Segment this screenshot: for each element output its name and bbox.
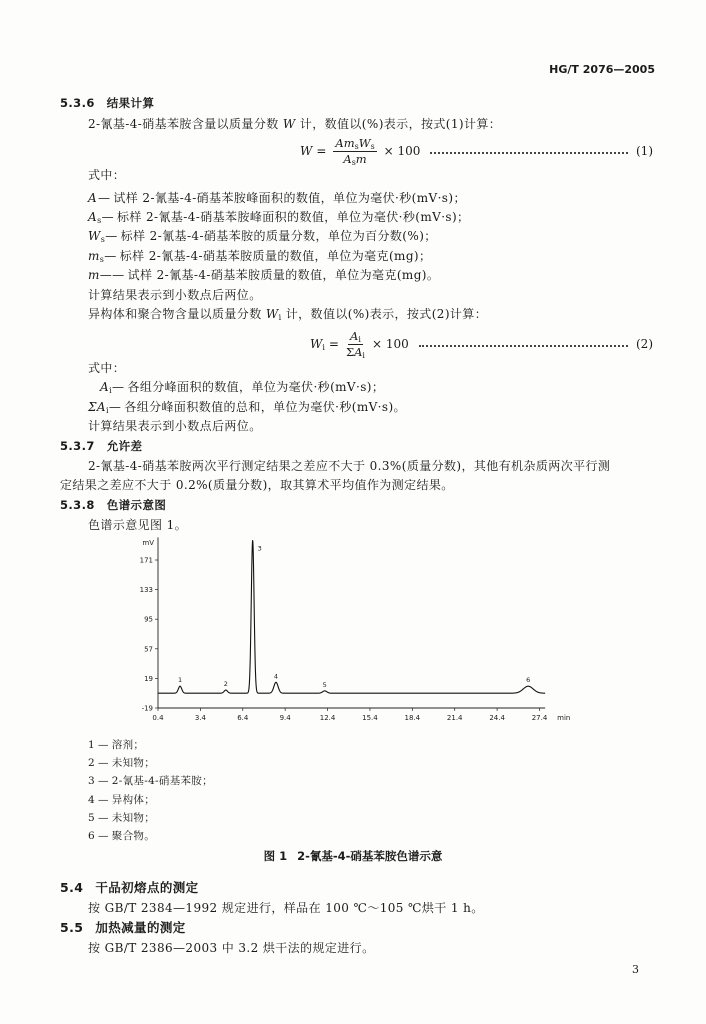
x-tick-label: 6.4 xyxy=(237,714,249,722)
definition-symbol xyxy=(88,268,100,282)
definition-symbol xyxy=(88,249,104,263)
definition-text: 标样 2-氰基-4-硝基苯胺的质量分数，单位为百分数(%)； xyxy=(120,229,437,243)
num-subscript: s xyxy=(370,141,375,151)
symbol-letter: A xyxy=(88,191,98,205)
fraction-denominator xyxy=(346,345,365,359)
legend-dash: — xyxy=(97,794,109,806)
section-number: 5.3.6 xyxy=(60,96,95,110)
definition-dash: — xyxy=(98,191,111,205)
section-5-5-heading xyxy=(60,921,186,935)
page-number: 3 xyxy=(632,963,640,976)
legend-text: 聚合物。 xyxy=(111,830,155,842)
peak-label: 6 xyxy=(526,676,531,685)
figure-label: 图 1 xyxy=(263,849,288,863)
legend-text: 未知物； xyxy=(111,812,155,824)
definition-item xyxy=(88,229,437,243)
formula-1-intro xyxy=(88,117,501,131)
definition-symbol xyxy=(88,210,102,224)
definition-item xyxy=(88,400,406,414)
definition-symbol xyxy=(88,229,105,243)
legend-item xyxy=(88,738,144,752)
fraction-numerator xyxy=(333,137,376,152)
x-tick-label: 3.4 xyxy=(194,714,206,722)
tolerance-paragraph-line-1: 2-氰基-4-硝基苯胺两次平行测定结果之差应不大于 0.3%(质量分数)，其他有机杂质两次平行测 xyxy=(88,459,611,473)
formula-lhs: W xyxy=(300,144,313,158)
symbol-letter: W xyxy=(88,229,101,243)
y-tick-label: -19 xyxy=(141,704,153,713)
definition-dash: — xyxy=(101,210,114,224)
definition-text: 标样 2-氰基-4-硝基苯胺质量的数值，单位为毫克(mg)； xyxy=(119,249,432,263)
x-tick-label: 18.4 xyxy=(404,714,421,722)
x-tick-label: 9.4 xyxy=(279,714,291,722)
chromatogram-chart xyxy=(110,533,580,733)
legend-text: 未知物； xyxy=(111,757,155,769)
definition-symbol xyxy=(100,380,112,394)
legend-item xyxy=(88,811,155,825)
y-tick-label: 171 xyxy=(139,556,153,565)
num-symbol: A xyxy=(350,328,359,343)
definition-item xyxy=(100,380,384,394)
section-5-3-7-heading xyxy=(60,439,142,453)
dot-leader xyxy=(430,152,628,154)
peak-label: 2 xyxy=(223,680,228,689)
num-symbol: A xyxy=(335,135,344,150)
y-tick-label: 133 xyxy=(139,586,153,595)
legend-number: 1 xyxy=(88,739,95,751)
definition-item xyxy=(88,191,466,205)
formula-fraction xyxy=(346,330,365,359)
intro-text-tail: 计，数值以(%)表示，按式(1)计算： xyxy=(295,117,502,131)
intro-symbol: W xyxy=(265,307,279,321)
x-tick-label: 27.4 xyxy=(531,714,548,722)
num-subscript: s xyxy=(354,141,359,151)
legend-number: 6 xyxy=(88,830,95,842)
fraction-denominator xyxy=(343,152,366,166)
legend-text: 溶剂； xyxy=(111,739,145,751)
sigma-symbol: Σ xyxy=(345,344,355,359)
peak-label: 5 xyxy=(322,680,327,689)
symbol-letter: m xyxy=(88,249,100,263)
legend-dash: — xyxy=(97,739,109,751)
definition-symbol xyxy=(88,400,109,414)
section-5-5-text: 按 GB/T 2386—2003 中 3.2 烘干法的规定进行。 xyxy=(88,941,375,955)
tolerance-paragraph-line-2: 定结果之差应不大于 0.2%(质量分数)，取其算术平均值作为测定结果。 xyxy=(60,478,454,492)
rounding-note: 计算结果表示到小数点后两位。 xyxy=(88,419,262,433)
definition-text: 各组分峰面积数值的总和，单位为毫伏·秒(mV·s)。 xyxy=(124,400,406,414)
num-symbol: m xyxy=(343,135,355,150)
x-tick-label: 12.4 xyxy=(319,714,336,722)
where-label: 式中： xyxy=(88,361,126,375)
den-symbol: A xyxy=(343,151,352,166)
formula-fraction xyxy=(333,137,376,166)
section-5-3-6-heading xyxy=(60,96,154,110)
intro-text: 2-氰基-4-硝基苯胺含量以质量分数 xyxy=(88,117,283,131)
definition-item xyxy=(88,249,431,263)
section-5-4-text: 按 GB/T 2384—1992 规定进行，样品在 100 ℃～105 ℃烘干 1 h。 xyxy=(88,901,484,915)
x-tick-label: 15.4 xyxy=(362,714,378,722)
definition-item xyxy=(88,268,439,282)
equation-number: (1) xyxy=(636,144,653,158)
standard-number: HG/T 2076—2005 xyxy=(549,63,655,76)
symbol-subscript: s xyxy=(97,216,102,225)
legend-number: 4 xyxy=(88,794,95,806)
y-tick-label: 19 xyxy=(144,674,153,683)
definition-dash: — xyxy=(104,249,117,263)
symbol-letter: m xyxy=(88,268,100,282)
fraction-numerator xyxy=(348,330,363,345)
y-tick-label: 95 xyxy=(144,615,153,624)
symbol-subscript: s xyxy=(100,235,106,244)
section-5-4-heading xyxy=(60,881,199,895)
definition-text: 标样 2-氰基-4-硝基苯胺峰面积的数值，单位为毫伏·秒(mV·s)； xyxy=(117,210,470,224)
section-title: 加热减量的测定 xyxy=(95,920,186,935)
legend-text: 2-氰基-4-硝基苯胺； xyxy=(111,775,213,787)
den-subscript: i xyxy=(362,350,365,360)
section-number: 5.3.7 xyxy=(60,439,95,453)
y-axis-unit-label: mV xyxy=(142,539,154,547)
intro-symbol: W xyxy=(282,117,296,131)
legend-item xyxy=(88,774,213,788)
section-number: 5.4 xyxy=(60,880,84,895)
section-title: 干品初熔点的测定 xyxy=(95,880,199,895)
legend-item xyxy=(88,756,155,770)
legend-dash: — xyxy=(97,775,109,787)
peak-label: 3 xyxy=(257,544,262,553)
definition-item xyxy=(88,210,469,224)
y-tick-label: 57 xyxy=(144,645,153,654)
equation-number: (2) xyxy=(636,337,653,351)
legend-item xyxy=(88,829,155,843)
section-title: 允许差 xyxy=(106,439,143,453)
where-label: 式中： xyxy=(88,168,126,182)
formula-lhs xyxy=(310,337,325,351)
section-5-3-8-heading xyxy=(60,498,166,512)
section-title: 色谱示意图 xyxy=(106,498,167,512)
formula-2 xyxy=(310,329,653,359)
peak-label: 1 xyxy=(177,676,183,685)
definition-dash: —— xyxy=(99,268,125,282)
legend-text: 异构体； xyxy=(111,794,155,806)
definition-dash: — xyxy=(108,400,122,414)
figure-caption xyxy=(0,849,706,863)
definition-text: 试样 2-氰基-4-硝基苯胺峰面积的数值，单位为毫伏·秒(mV·s)； xyxy=(113,191,466,205)
symbol-letter: A xyxy=(88,210,98,224)
intro-text: 异构体和聚合物含量以质量分数 xyxy=(88,307,266,321)
definition-symbol xyxy=(88,191,98,205)
definition-dash: — xyxy=(105,229,118,243)
legend-dash: — xyxy=(97,812,109,824)
dot-leader xyxy=(419,345,628,347)
formula-equals: = xyxy=(328,337,339,351)
den-subscript: s xyxy=(351,157,356,167)
legend-number: 3 xyxy=(88,775,95,787)
section-title: 结果计算 xyxy=(106,96,155,110)
peak-label: 4 xyxy=(273,672,279,681)
definition-text: 各组分峰面积的数值，单位为毫伏·秒(mV·s)； xyxy=(127,380,385,394)
legend-number: 2 xyxy=(88,757,95,769)
section-number: 5.3.8 xyxy=(60,498,95,512)
num-symbol: W xyxy=(358,135,371,150)
definition-text: 试样 2-氰基-4-硝基苯胺质量的数值，单位为毫克(mg)。 xyxy=(127,268,440,282)
legend-number: 5 xyxy=(88,812,95,824)
formula-multiplier: × 100 xyxy=(371,337,409,351)
figure-reference: 色谱示意见图 1。 xyxy=(88,518,188,532)
x-tick-label: 0.4 xyxy=(152,714,164,722)
intro-subscript: i xyxy=(278,313,282,322)
formula-multiplier: × 100 xyxy=(383,144,421,158)
legend-item xyxy=(88,793,155,807)
den-symbol: A xyxy=(354,344,363,359)
legend-dash: — xyxy=(97,757,109,769)
formula-2-intro xyxy=(88,307,487,321)
definition-dash: — xyxy=(112,380,125,394)
chromatogram-trace xyxy=(158,541,545,694)
legend-dash: — xyxy=(97,830,109,842)
x-axis-unit-label: min xyxy=(557,714,571,722)
symbol-subscript: i xyxy=(109,386,113,395)
x-tick-label: 21.4 xyxy=(446,714,463,722)
section-number: 5.5 xyxy=(60,920,84,935)
formula-1 xyxy=(300,136,653,166)
symbol-letter: A xyxy=(100,380,110,394)
intro-text-tail: 计，数值以(%)表示，按式(2)计算： xyxy=(281,307,488,321)
lhs-subscript: i xyxy=(322,343,325,352)
symbol-letter: ΣA xyxy=(88,400,106,414)
num-subscript: i xyxy=(358,334,361,344)
formula-equals: = xyxy=(316,144,327,158)
lhs-symbol: W xyxy=(310,337,323,351)
figure-title: 2-氰基-4-硝基苯胺色谱示意 xyxy=(297,849,443,863)
rounding-note: 计算结果表示到小数点后两位。 xyxy=(88,288,262,302)
den-symbol: m xyxy=(355,151,367,166)
symbol-subscript: i xyxy=(105,406,109,415)
x-tick-label: 24.4 xyxy=(489,714,505,722)
symbol-subscript: s xyxy=(99,255,105,264)
